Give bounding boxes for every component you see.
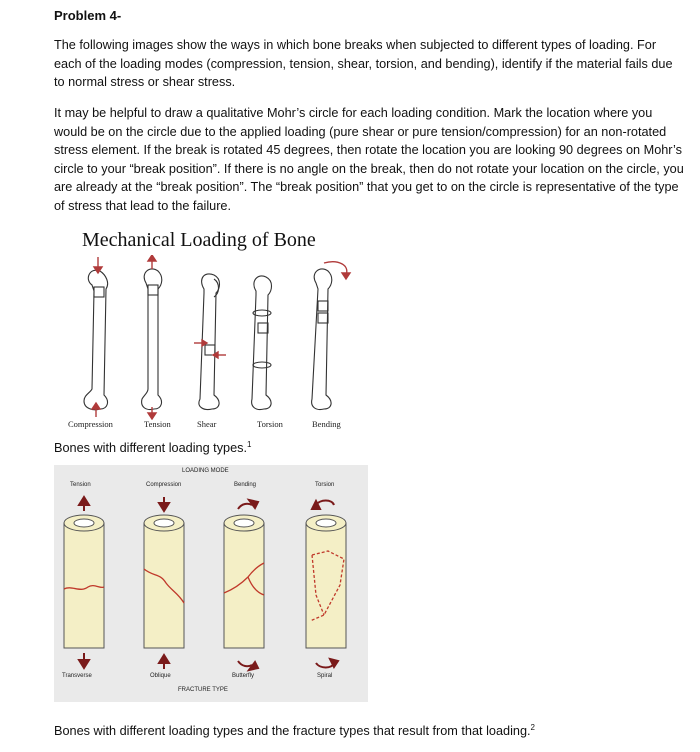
fracture-type-heading: FRACTURE TYPE — [178, 687, 228, 693]
mode-bending-label: Bending — [234, 482, 257, 488]
mode-tension-label: Tension — [70, 482, 91, 488]
femur-torsion — [252, 276, 272, 410]
fracture-oblique-label: Oblique — [150, 673, 171, 679]
fracture-butterfly-label: Butterfly — [232, 673, 255, 679]
figure1-caption: Bones with different loading types.$^1$ — [54, 440, 252, 456]
mohr-circle-instructions-paragraph: It may be helpful to draw a qualitative Mohr’s circle for each loading condition. Mark the location where you would be on the circle due to the applied loading (pure shear or pure tension/compression) for an non-rotated stress element. If the break is rotated 45 degrees, then rotate the location you are looking 90 degrees on Mohr’s circle to your “break position”. If there is no angle on the break, then do not rotate your location on the circle, you are already at the “break position”. The “break position” that you get to on the circle is representative of the type of stress that lead to the failure. — [54, 106, 684, 213]
fracture-transverse-label: Transverse — [62, 673, 92, 679]
figure1-title: Mechanical Loading of Bone — [82, 229, 316, 251]
mode-compression-label: Compression — [146, 482, 182, 488]
loading-mode-heading: LOADING MODE — [182, 468, 229, 474]
femur-compression — [84, 270, 108, 410]
label-shear: Shear — [197, 419, 217, 429]
mechanical-loading-figure — [54, 255, 374, 435]
problem-intro-paragraph: The following images show the ways in which bone breaks when subjected to different types of loading. For each of the loading modes (compression, tension, shear, torsion, and bending), identify if the material fails due to normal stress or shear stress. — [54, 38, 673, 89]
femur-bending — [312, 269, 332, 410]
problem-title: Problem 4- — [54, 8, 122, 23]
fracture-spiral-label: Spiral — [317, 673, 333, 679]
label-bending: Bending — [312, 419, 341, 429]
label-compression: Compression — [68, 419, 113, 429]
label-tension: Tension — [144, 419, 171, 429]
fracture-illustrations — [54, 465, 368, 702]
mode-torsion-label: Torsion — [315, 482, 335, 488]
bone-cylinders — [64, 515, 346, 648]
figure2-caption: Bones with different loading types and the fracture types that result from that loading.$^2$ — [54, 723, 535, 739]
label-torsion: Torsion — [257, 419, 283, 429]
femur-illustrations — [54, 255, 374, 420]
fracture-types-figure — [54, 465, 368, 702]
femur-tension — [142, 269, 162, 410]
